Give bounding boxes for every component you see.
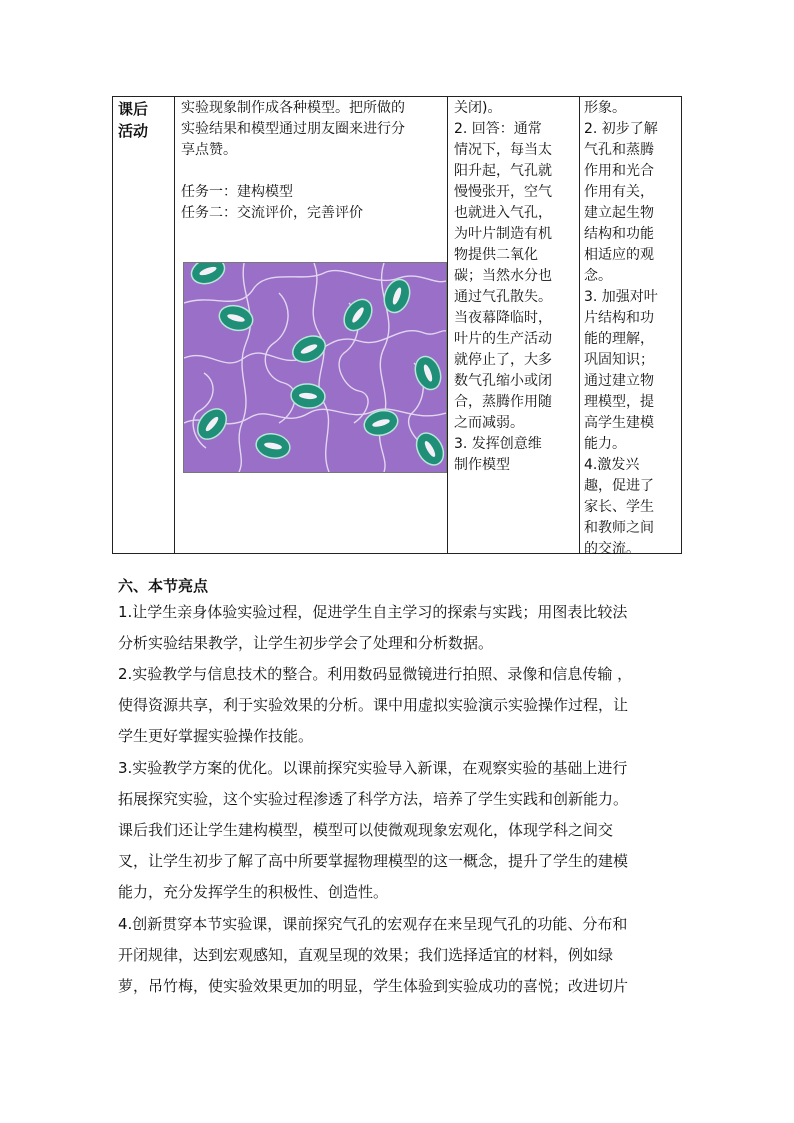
- student-line: 3. 发挥创意维: [454, 436, 542, 452]
- row-header-after-class: 课后 活动: [118, 100, 149, 140]
- text-line: 4.创新贯穿本节实验课，课前探究气孔的宏观存在来呈现气孔的功能、分布和: [118, 915, 628, 933]
- intent-line: 作用有关，: [584, 184, 654, 200]
- student-line: 关闭)。: [454, 100, 502, 116]
- table-border-left: [112, 96, 113, 554]
- text-line: 能力，充分发挥学生的积极性、创造性。: [118, 883, 389, 901]
- text-line: 叉，让学生初步了解了高中所要掌握物理模型的这一概念，提升了学生的建模: [118, 852, 629, 870]
- highlight-paragraph-3: [118, 753, 668, 908]
- intent-line: 能力。: [584, 436, 626, 452]
- stomata-model-photo: [183, 262, 447, 473]
- intent-line: 相适应的观: [584, 247, 654, 263]
- intent-line: 高学生建模: [584, 415, 654, 431]
- student-line: 当夜幕降临时，: [454, 310, 552, 326]
- activity-line: 实验现象制作成各种模型。把所做的: [181, 100, 405, 116]
- activity-line: 实验结果和模型通过朋友圈来进行分: [181, 121, 405, 137]
- design-intent-cell: [584, 98, 678, 560]
- highlight-paragraph-1: [118, 597, 668, 659]
- intent-line: 结构和功能: [584, 226, 654, 242]
- text-line: 开闭规律，达到宏观感知，直观呈现的效果；我们选择适宜的材料，例如绿: [118, 946, 614, 964]
- table-divider-2: [447, 96, 448, 554]
- highlight-paragraph-2: [118, 659, 668, 752]
- text-line: 学生更好掌握实验操作技能。: [118, 727, 314, 745]
- intent-line: 气孔和蒸腾: [584, 142, 654, 158]
- student-line: 为叶片制造有机: [454, 226, 552, 242]
- intent-line: 能的理解，: [584, 331, 654, 347]
- student-line: 之而减弱。: [454, 415, 524, 431]
- student-line: 2. 回答：通常: [454, 121, 542, 137]
- text-line: 萝，吊竹梅，使实验效果更加的明显，学生体验到实验成功的喜悦；改进切片: [118, 977, 629, 995]
- lesson-table: [112, 96, 682, 557]
- table-border-top: [112, 96, 682, 97]
- intent-line: 理模型，提: [584, 394, 654, 410]
- student-line: 也就进入气孔，: [454, 205, 552, 221]
- student-line: 慢慢张开，空气: [454, 184, 552, 200]
- intent-line: 家长、学生: [584, 499, 654, 515]
- intent-line: 片结构和功: [584, 310, 654, 326]
- intent-line: 念。: [584, 268, 612, 284]
- intent-line: 和教师之间: [584, 520, 654, 536]
- task-one: 任务一：建构模型: [181, 184, 293, 200]
- student-line: 制作模型: [454, 457, 510, 473]
- section-title: 六、本节亮点: [118, 577, 209, 595]
- intent-line: 4.激发兴: [584, 457, 640, 473]
- table-divider-3: [579, 96, 580, 554]
- intent-line: 通过建立物: [584, 373, 654, 389]
- student-line: 通过气孔散失。: [454, 289, 552, 305]
- intent-line: 3. 加强对叶: [584, 289, 658, 305]
- student-line: 碳；当然水分也: [454, 268, 552, 284]
- intent-line: 趣，促进了: [584, 478, 654, 494]
- table-divider-1: [174, 96, 175, 554]
- activity-line: 享点赞。: [181, 142, 237, 158]
- intent-line: 巩固知识；: [584, 352, 654, 368]
- stomata-model-image: [184, 263, 446, 472]
- highlight-paragraph-4: [118, 909, 668, 1002]
- intent-line: 建立起生物: [584, 205, 654, 221]
- text-line: 使得资源共享，利于实验效果的分析。课中用虚拟实验演示实验操作过程，让: [118, 696, 629, 714]
- teacher-activity-cell: [181, 98, 443, 224]
- text-line: 3.实验教学方案的优化。以课前探究实验导入新课，在观察实验的基础上进行: [118, 759, 628, 777]
- text-line: 课后我们还让学生建构模型，模型可以使微观现象宏观化，体现学科之间交: [118, 821, 614, 839]
- student-line: 情况下，每当太: [454, 142, 552, 158]
- student-line: 数气孔缩小或闭: [454, 373, 552, 389]
- student-activity-cell: [454, 98, 578, 476]
- student-line: 物提供二氧化: [454, 247, 538, 263]
- task-two: 任务二：交流评价，完善评价: [181, 205, 363, 221]
- intent-line: 的交流。: [584, 541, 640, 557]
- student-line: 合，蒸腾作用随: [454, 394, 552, 410]
- student-line: 阳升起，气孔就: [454, 163, 552, 179]
- text-line: 1.让学生亲身体验实验过程，促进学生自主学习的探索与实践；用图表比较法: [118, 603, 628, 621]
- intent-line: 形象。: [584, 100, 626, 116]
- student-line: 叶片的生产活动: [454, 331, 552, 347]
- text-line: 拓展探究实验，这个实验过程渗透了科学方法，培养了学生实践和创新能力。: [118, 790, 629, 808]
- intent-line: 2. 初步了解: [584, 121, 658, 137]
- table-border-right: [681, 96, 682, 554]
- student-line: 就停止了，大多: [454, 352, 552, 368]
- text-line: 2.实验教学与信息技术的整合。利用数码显微镜进行拍照、录像和信息传输 ，: [118, 665, 633, 683]
- text-line: 分析实验结果教学，让学生初步学会了处理和分析数据。: [118, 634, 494, 652]
- intent-line: 作用和光合: [584, 163, 654, 179]
